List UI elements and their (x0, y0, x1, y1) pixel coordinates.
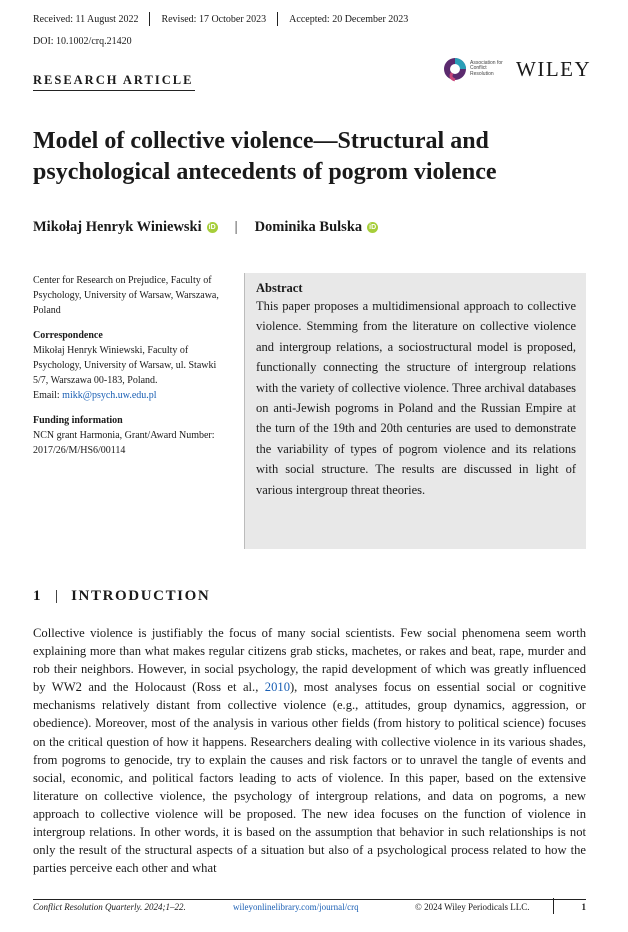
divider (553, 898, 554, 914)
revised-date: Revised: 17 October 2023 (161, 13, 267, 25)
intro-text: Collective violence is justifiably the focus of many social scientists. Few social phenomena seem worth explaining more than what makes regular citizens grab sticks, machetes, or rakes and beat, rape, murder and rob their neighbors. However, in social psychology, the rapid development of which was greatly influenced by WW2 and the Holocaust (Ross et al., (33, 626, 586, 695)
doi[interactable]: DOI: 10.1002/crq.21420 (33, 36, 132, 47)
funding-heading: Funding information (33, 414, 123, 426)
accepted-date: Accepted: 20 December 2023 (289, 13, 409, 25)
author-name[interactable]: Dominika Bulska (254, 219, 363, 235)
correspondence-heading: Correspondence (33, 329, 103, 341)
funding-text: NCN grant Harmonia, Grant/Award Number: 2017/26/M/HS6/00114 (33, 429, 215, 457)
acr-logo-icon (443, 56, 467, 82)
abstract-box (244, 273, 586, 549)
email-label: Email: (33, 390, 63, 402)
journal-url[interactable]: wileyonlinelibrary.com/journal/crq (233, 902, 359, 912)
affiliation: Center for Research on Prejudice, Faculty of Psychology, University of Warsaw, Warszawa, Poland (33, 275, 219, 317)
wiley-logo: WILEY (516, 56, 592, 81)
divider (56, 590, 57, 603)
citation-link[interactable]: 2010 (264, 680, 290, 695)
correspondence-block (33, 328, 233, 404)
divider (277, 12, 278, 26)
publisher-logos (443, 56, 591, 82)
intro-paragraph (33, 624, 586, 896)
orcid-icon[interactable]: iD (369, 224, 377, 231)
section-number: 1 (33, 588, 43, 604)
funding-block (33, 413, 233, 459)
page-number: 1 (581, 902, 586, 912)
orcid-icon[interactable]: iD (208, 224, 216, 231)
section-heading (33, 588, 210, 605)
divider (149, 12, 150, 26)
abstract-heading: Abstract (256, 281, 303, 295)
email-link[interactable]: mikk@psych.uw.edu.pl (62, 390, 157, 402)
email-line (33, 388, 233, 403)
footer-divider (33, 899, 586, 900)
author-separator: | (234, 219, 238, 235)
author-info-column (33, 273, 233, 467)
abstract-text: This paper proposes a multidimensional approach to collective violence. Stemming from the literature on collective violence and intergroup relations, a sociostructural model is proposed, functionally connecting the structure of intergroup relations with the variety of collective violence. Three archival databases on anti-Jewish pogroms in Poland and the Russian Empire at the turn of the 19th and 20th centuries are used to demonstrate the variability of types of pogrom violence and its relations with social structure. The results are discussed in light of various intergroup threat theories. (256, 299, 576, 497)
article-title: Model of collective violence—Structural and psychological antecedents of pogrom violence (33, 128, 497, 185)
section-title: INTRODUCTION (71, 588, 211, 604)
received-date: Received: 11 August 2022 (33, 13, 139, 25)
divider (33, 90, 195, 91)
journal-citation: Conflict Resolution Quarterly. 2024;1–22. (33, 902, 186, 912)
association-name: Association for Conflict Resolution (470, 59, 503, 77)
author-list (33, 219, 378, 236)
copyright: © 2024 Wiley Periodicals LLC. (415, 902, 530, 912)
intro-text: ), most analyses focus on essential social or cognitive mechanisms relatively distant from collective violence (e.g., attitudes, group dynamics, aggression, or obedience). Moreover, most of the analysis in various other fields (from history to political science) focuses on the critical question of how it happens. Researchers dealing with collective violence in its various shades, from pogroms to genocide, try to explain the causes and risk factors or to unravel the tangle of events and social, economic, and political factors leading to acts of violence. In this paper, based on the extensive literature on collective violence, the psychology of intergroup relations, and data on pogroms, a new approach to collective violence will be proposed. The new idea focuses on the function of violence in intergroup relations. In other words, it is based on the assumption that behavior in such relationships is not only the result of the structural aspects of a situation but also of a psychological process related to how the parties perceive each other and what (33, 680, 586, 876)
author-name[interactable]: Mikołaj Henryk Winiewski (33, 219, 202, 235)
article-type: RESEARCH ARTICLE (33, 73, 194, 87)
article-dates (33, 12, 408, 26)
correspondence-text: Mikołaj Henryk Winiewski, Faculty of Psychology, University of Warsaw, ul. Stawki 5/7, Warszawa 00-183, Poland. (33, 344, 217, 387)
